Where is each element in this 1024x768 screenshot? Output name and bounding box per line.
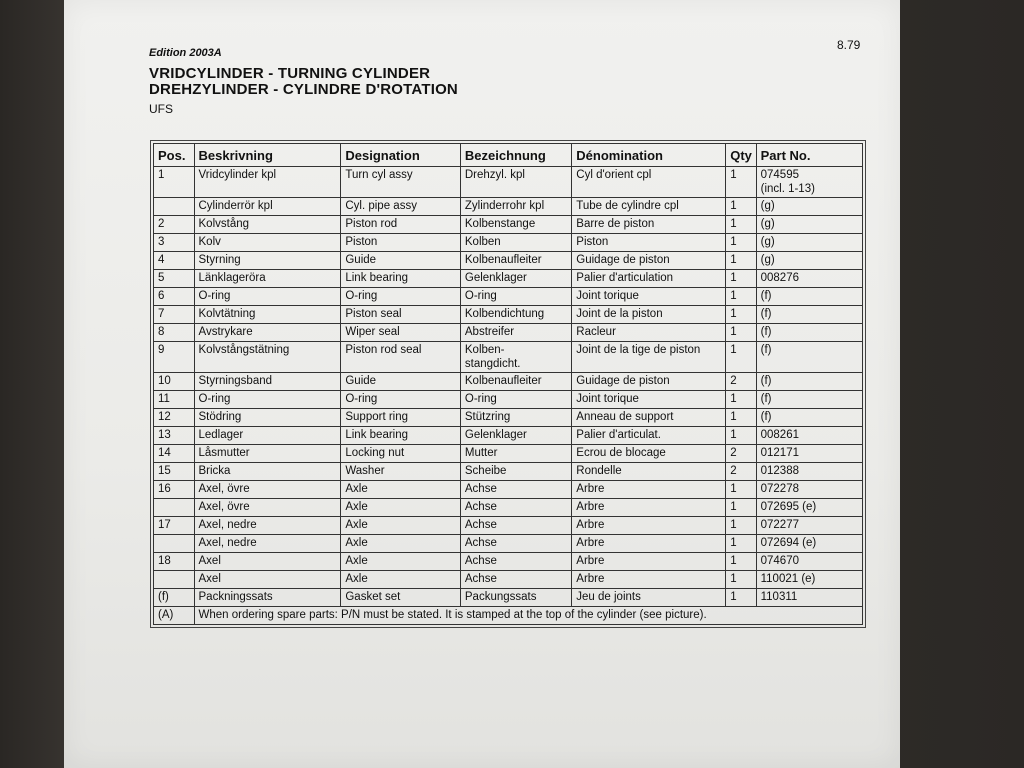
bezeichnung-cell: Achse: [460, 499, 571, 517]
denomination-cell: Rondelle: [572, 463, 726, 481]
beskrivning-cell: Kolvtätning: [194, 306, 341, 324]
part-no-cell: 110311: [756, 589, 862, 607]
table-body: [154, 167, 863, 625]
bezeichnung-cell: Achse: [460, 517, 571, 535]
denomination-cell: Piston: [572, 234, 726, 252]
designation-cell: Cyl. pipe assy: [341, 198, 461, 216]
qty-cell: 1: [726, 288, 756, 306]
beskrivning-cell: Stödring: [194, 409, 341, 427]
pos-cell: 14: [154, 445, 195, 463]
beskrivning-cell: Axel, övre: [194, 481, 341, 499]
part-no-cell: (f): [756, 409, 862, 427]
designation-cell: Link bearing: [341, 427, 461, 445]
qty-cell: 1: [726, 427, 756, 445]
parts-table-frame: [150, 140, 866, 628]
denomination-cell: Jeu de joints: [572, 589, 726, 607]
note-text: When ordering spare parts: P/N must be stated. It is stamped at the top of the cylinder (see picture).: [194, 607, 863, 625]
page-number: 8.79: [837, 38, 861, 52]
part-no-cell: 072694 (e): [756, 535, 862, 553]
qty-cell: 1: [726, 324, 756, 342]
denomination-cell: Barre de piston: [572, 216, 726, 234]
pos-cell: 9: [154, 342, 195, 373]
designation-cell: O-ring: [341, 288, 461, 306]
table-row: [154, 445, 863, 463]
pos-cell: [154, 499, 195, 517]
qty-cell: 1: [726, 216, 756, 234]
table-row: [154, 553, 863, 571]
column-header: Dénomination: [572, 144, 726, 167]
bezeichnung-cell: Achse: [460, 535, 571, 553]
beskrivning-cell: O-ring: [194, 391, 341, 409]
table-row: [154, 373, 863, 391]
denomination-cell: Joint torique: [572, 391, 726, 409]
column-header: Bezeichnung: [460, 144, 571, 167]
table-row: [154, 234, 863, 252]
table-row: [154, 517, 863, 535]
part-no-cell: (g): [756, 198, 862, 216]
bezeichnung-cell: Achse: [460, 481, 571, 499]
table-row: [154, 324, 863, 342]
part-no-cell: 008261: [756, 427, 862, 445]
note-row: [154, 607, 863, 625]
designation-cell: Locking nut: [341, 445, 461, 463]
beskrivning-cell: Bricka: [194, 463, 341, 481]
qty-cell: 2: [726, 373, 756, 391]
part-no-cell: 072278: [756, 481, 862, 499]
table-row: [154, 306, 863, 324]
table-row: [154, 391, 863, 409]
part-no-cell: 110021 (e): [756, 571, 862, 589]
table-row: [154, 571, 863, 589]
pos-cell: 18: [154, 553, 195, 571]
pos-cell: 4: [154, 252, 195, 270]
table-row: [154, 342, 863, 373]
denomination-cell: Arbre: [572, 535, 726, 553]
part-no-cell: (f): [756, 324, 862, 342]
denomination-cell: Arbre: [572, 517, 726, 535]
pos-cell: 5: [154, 270, 195, 288]
part-no-cell: (f): [756, 342, 862, 373]
beskrivning-cell: Kolvstång: [194, 216, 341, 234]
pos-cell: 16: [154, 481, 195, 499]
qty-cell: 1: [726, 553, 756, 571]
bezeichnung-cell: Drehzyl. kpl: [460, 167, 571, 198]
designation-cell: Axle: [341, 517, 461, 535]
bezeichnung-cell: Achse: [460, 553, 571, 571]
qty-cell: 1: [726, 517, 756, 535]
pos-cell: [154, 571, 195, 589]
document-page: [64, 0, 900, 768]
note-key: (A): [154, 607, 195, 625]
qty-cell: 1: [726, 535, 756, 553]
qty-cell: 1: [726, 499, 756, 517]
table-row: [154, 589, 863, 607]
qty-cell: 1: [726, 481, 756, 499]
bezeichnung-cell: Achse: [460, 571, 571, 589]
part-no-cell: 074670: [756, 553, 862, 571]
beskrivning-cell: Avstrykare: [194, 324, 341, 342]
column-header: Qty: [726, 144, 756, 167]
denomination-cell: Guidage de piston: [572, 373, 726, 391]
table-header-row: [154, 144, 863, 167]
qty-cell: 1: [726, 234, 756, 252]
beskrivning-cell: Styrning: [194, 252, 341, 270]
bezeichnung-cell: Kolbenaufleiter: [460, 252, 571, 270]
bezeichnung-cell: Mutter: [460, 445, 571, 463]
table-row: [154, 198, 863, 216]
column-header: Designation: [341, 144, 461, 167]
qty-cell: 1: [726, 167, 756, 198]
document-subtitle: UFS: [149, 102, 173, 116]
bezeichnung-cell: Abstreifer: [460, 324, 571, 342]
designation-cell: Turn cyl assy: [341, 167, 461, 198]
qty-cell: 1: [726, 306, 756, 324]
denomination-cell: Joint de la piston: [572, 306, 726, 324]
pos-cell: 1: [154, 167, 195, 198]
bezeichnung-cell: O-ring: [460, 288, 571, 306]
table-row: [154, 427, 863, 445]
bezeichnung-cell: Scheibe: [460, 463, 571, 481]
beskrivning-cell: O-ring: [194, 288, 341, 306]
bezeichnung-cell: Stützring: [460, 409, 571, 427]
bezeichnung-cell: Kolben- stangdicht.: [460, 342, 571, 373]
pos-cell: 13: [154, 427, 195, 445]
beskrivning-cell: Länklageröra: [194, 270, 341, 288]
part-no-cell: (f): [756, 288, 862, 306]
table-row: [154, 481, 863, 499]
denomination-cell: Palier d'articulat.: [572, 427, 726, 445]
title-line-1: VRIDCYLINDER - TURNING CYLINDER: [149, 65, 431, 82]
designation-cell: Piston: [341, 234, 461, 252]
designation-cell: Wiper seal: [341, 324, 461, 342]
designation-cell: Guide: [341, 252, 461, 270]
beskrivning-cell: Låsmutter: [194, 445, 341, 463]
denomination-cell: Ecrou de blocage: [572, 445, 726, 463]
qty-cell: 2: [726, 463, 756, 481]
designation-cell: Axle: [341, 499, 461, 517]
designation-cell: Piston rod: [341, 216, 461, 234]
bezeichnung-cell: Gelenklager: [460, 270, 571, 288]
qty-cell: 1: [726, 252, 756, 270]
beskrivning-cell: Axel: [194, 553, 341, 571]
document-title: [149, 66, 458, 98]
table-row: [154, 499, 863, 517]
table-row: [154, 167, 863, 198]
designation-cell: Link bearing: [341, 270, 461, 288]
denomination-cell: Arbre: [572, 571, 726, 589]
pos-cell: 17: [154, 517, 195, 535]
designation-cell: Gasket set: [341, 589, 461, 607]
pos-cell: 8: [154, 324, 195, 342]
designation-cell: Axle: [341, 481, 461, 499]
designation-cell: Washer: [341, 463, 461, 481]
beskrivning-cell: Vridcylinder kpl: [194, 167, 341, 198]
part-no-cell: 012388: [756, 463, 862, 481]
designation-cell: Axle: [341, 535, 461, 553]
table-row: [154, 535, 863, 553]
designation-cell: Piston rod seal: [341, 342, 461, 373]
denomination-cell: Arbre: [572, 553, 726, 571]
denomination-cell: Arbre: [572, 499, 726, 517]
designation-cell: Guide: [341, 373, 461, 391]
denomination-cell: Joint de la tige de piston: [572, 342, 726, 373]
title-line-2: DREHZYLINDER - CYLINDRE D'ROTATION: [149, 81, 458, 98]
part-no-cell: (f): [756, 391, 862, 409]
designation-cell: Piston seal: [341, 306, 461, 324]
part-no-cell: (f): [756, 306, 862, 324]
part-no-cell: (g): [756, 234, 862, 252]
beskrivning-cell: Axel, övre: [194, 499, 341, 517]
bezeichnung-cell: Kolbenaufleiter: [460, 373, 571, 391]
qty-cell: 1: [726, 342, 756, 373]
beskrivning-cell: Axel: [194, 571, 341, 589]
bezeichnung-cell: O-ring: [460, 391, 571, 409]
beskrivning-cell: Styrningsband: [194, 373, 341, 391]
denomination-cell: Tube de cylindre cpl: [572, 198, 726, 216]
beskrivning-cell: Axel, nedre: [194, 517, 341, 535]
bezeichnung-cell: Kolbendichtung: [460, 306, 571, 324]
table-row: [154, 270, 863, 288]
designation-cell: Axle: [341, 553, 461, 571]
qty-cell: 1: [726, 198, 756, 216]
denomination-cell: Racleur: [572, 324, 726, 342]
beskrivning-cell: Axel, nedre: [194, 535, 341, 553]
denomination-cell: Guidage de piston: [572, 252, 726, 270]
table-row: [154, 409, 863, 427]
bezeichnung-cell: Kolben: [460, 234, 571, 252]
edition-label: Edition 2003A: [149, 47, 222, 59]
qty-cell: 1: [726, 589, 756, 607]
pos-cell: 3: [154, 234, 195, 252]
pos-cell: 10: [154, 373, 195, 391]
designation-cell: Axle: [341, 571, 461, 589]
column-header: Part No.: [756, 144, 862, 167]
bezeichnung-cell: Gelenklager: [460, 427, 571, 445]
denomination-cell: Joint torique: [572, 288, 726, 306]
denomination-cell: Arbre: [572, 481, 726, 499]
designation-cell: Support ring: [341, 409, 461, 427]
denomination-cell: Cyl d'orient cpl: [572, 167, 726, 198]
pos-cell: [154, 535, 195, 553]
pos-cell: 15: [154, 463, 195, 481]
denomination-cell: Palier d'articulation: [572, 270, 726, 288]
part-no-cell: (g): [756, 252, 862, 270]
part-no-cell: (f): [756, 373, 862, 391]
pos-cell: 6: [154, 288, 195, 306]
bezeichnung-cell: Kolbenstange: [460, 216, 571, 234]
bezeichnung-cell: Zylinderrohr kpl: [460, 198, 571, 216]
column-header: Beskrivning: [194, 144, 341, 167]
beskrivning-cell: Kolv: [194, 234, 341, 252]
qty-cell: 1: [726, 391, 756, 409]
qty-cell: 2: [726, 445, 756, 463]
part-no-cell: 074595 (incl. 1-13): [756, 167, 862, 198]
column-header: Pos.: [154, 144, 195, 167]
pos-cell: [154, 198, 195, 216]
parts-table: [153, 143, 863, 625]
part-no-cell: 072277: [756, 517, 862, 535]
table-row: [154, 252, 863, 270]
pos-cell: 2: [154, 216, 195, 234]
part-no-cell: (g): [756, 216, 862, 234]
beskrivning-cell: Packningssats: [194, 589, 341, 607]
part-no-cell: 072695 (e): [756, 499, 862, 517]
pos-cell: 11: [154, 391, 195, 409]
qty-cell: 1: [726, 571, 756, 589]
denomination-cell: Anneau de support: [572, 409, 726, 427]
table-row: [154, 216, 863, 234]
part-no-cell: 008276: [756, 270, 862, 288]
table-row: [154, 288, 863, 306]
pos-cell: (f): [154, 589, 195, 607]
beskrivning-cell: Kolvstångstätning: [194, 342, 341, 373]
designation-cell: O-ring: [341, 391, 461, 409]
beskrivning-cell: Ledlager: [194, 427, 341, 445]
qty-cell: 1: [726, 270, 756, 288]
beskrivning-cell: Cylinderrör kpl: [194, 198, 341, 216]
bezeichnung-cell: Packungssats: [460, 589, 571, 607]
pos-cell: 7: [154, 306, 195, 324]
part-no-cell: 012171: [756, 445, 862, 463]
pos-cell: 12: [154, 409, 195, 427]
qty-cell: 1: [726, 409, 756, 427]
table-row: [154, 463, 863, 481]
